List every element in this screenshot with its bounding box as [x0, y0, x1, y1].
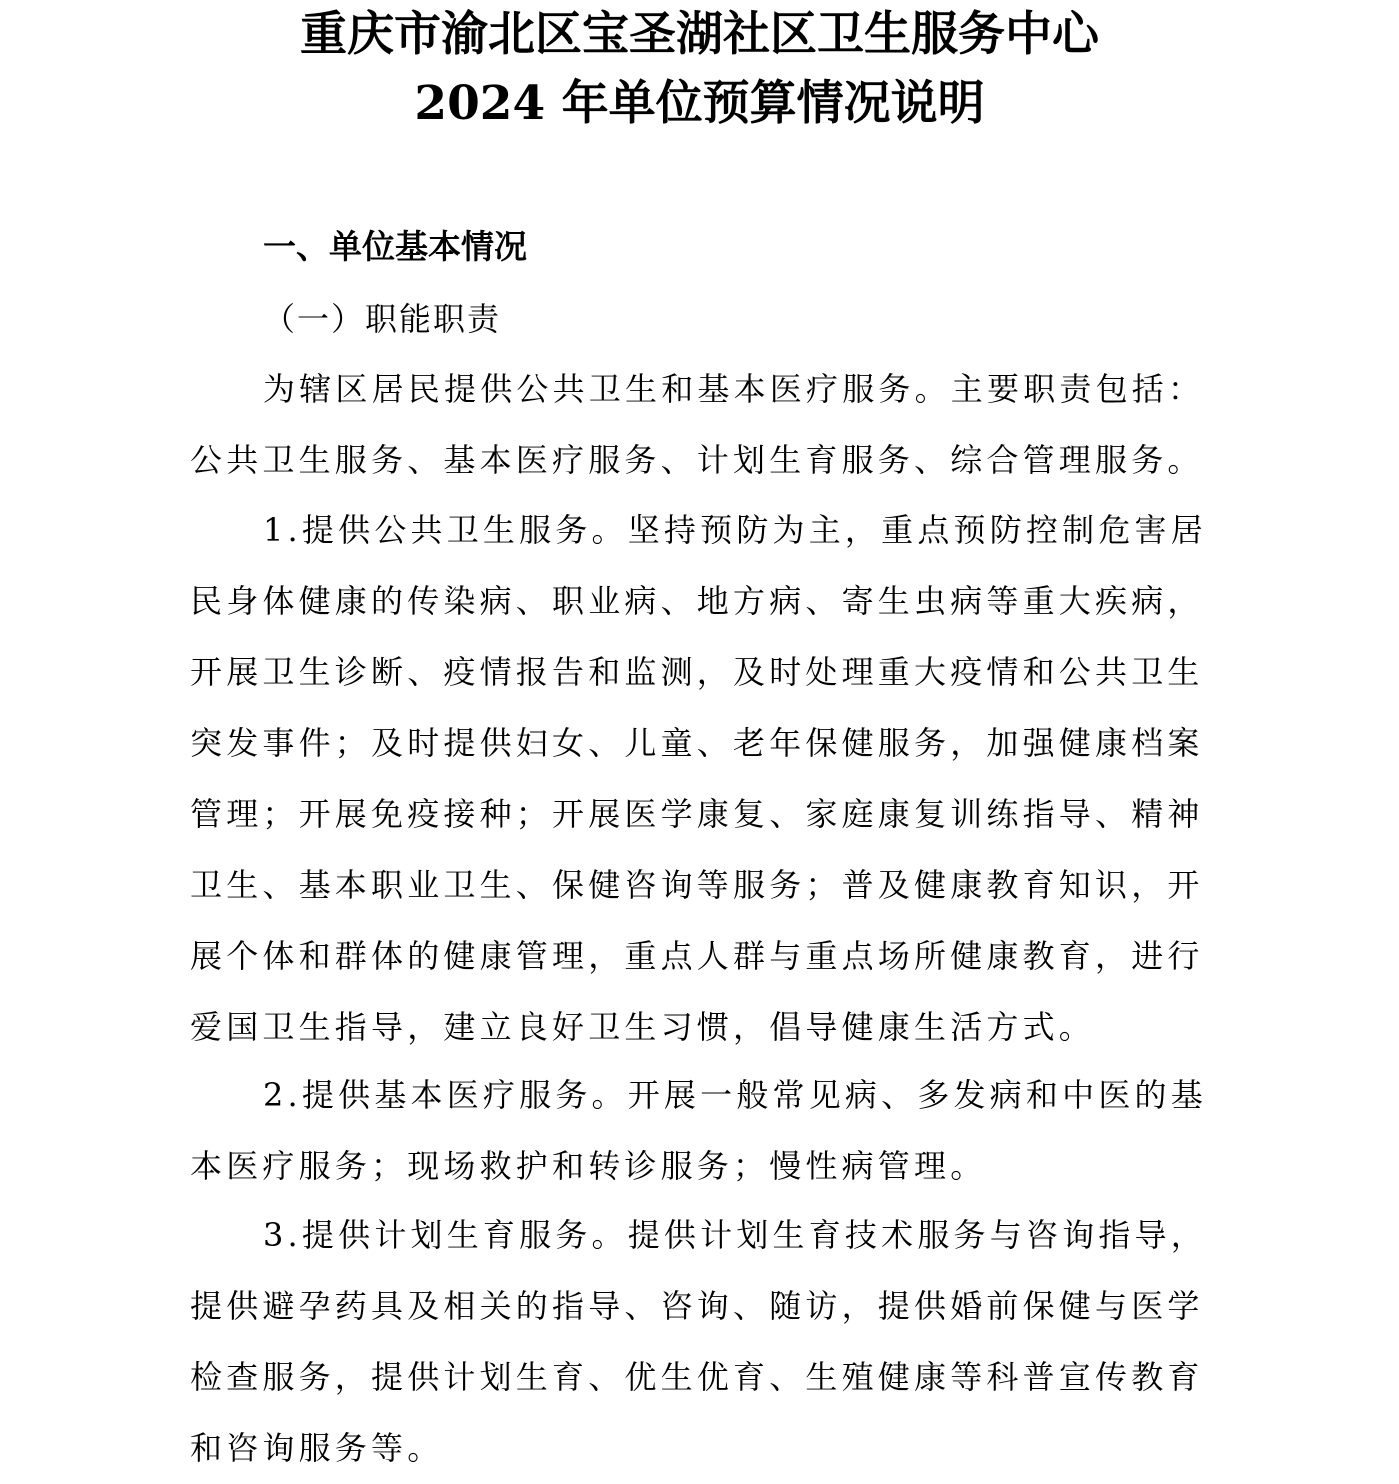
paragraph-line: 检查服务，提供计划生育、优生优育、生殖健康等科普宣传教育 — [190, 1358, 1204, 1396]
paragraph-line: 突发事件；及时提供妇女、儿童、老年保健服务，加强健康档案 — [190, 724, 1204, 762]
paragraph-line: 展个体和群体的健康管理，重点人群与重点场所健康教育，进行 — [190, 937, 1204, 975]
paragraph-line: 1.提供公共卫生服务。坚持预防为主，重点预防控制危害居 — [263, 511, 1207, 549]
document-title-line-2: 2024 年单位预算情况说明 — [414, 76, 985, 131]
paragraph-line: 爱国卫生指导，建立良好卫生习惯，倡导健康生活方式。 — [190, 1008, 1096, 1046]
paragraph-family-planning-service — [190, 1200, 1230, 1484]
paragraph-basic-medical-service — [190, 1060, 1230, 1202]
paragraph-line: 提供避孕药具及相关的指导、咨询、随访，提供婚前保健与医学 — [190, 1287, 1204, 1325]
paragraph-line: 本医疗服务；现场救护和转诊服务；慢性病管理。 — [190, 1147, 987, 1185]
paragraph-public-health-service — [190, 495, 1230, 1063]
paragraph-line: 为辖区居民提供公共卫生和基本医疗服务。主要职责包括： — [263, 370, 1205, 408]
document-title-line-1: 重庆市渝北区宝圣湖社区卫生服务中心 — [300, 7, 1099, 62]
section-heading: 一、单位基本情况 — [263, 227, 527, 266]
paragraph-duties-summary — [190, 354, 1230, 496]
paragraph-line: 民身体健康的传染病、职业病、地方病、寄生虫病等重大疾病， — [190, 582, 1204, 620]
paragraph-line: 管理；开展免疫接种；开展医学康复、家庭康复训练指导、精神 — [190, 795, 1204, 833]
paragraph-line: 开展卫生诊断、疫情报告和监测，及时处理重大疫情和公共卫生 — [190, 653, 1204, 691]
paragraph-line: 和咨询服务等。 — [190, 1429, 444, 1467]
paragraph-line: 卫生、基本职业卫生、保健咨询等服务；普及健康教育知识，开 — [190, 866, 1204, 904]
subsection-heading: （一）职能职责 — [263, 300, 502, 338]
paragraph-line: 公共卫生服务、基本医疗服务、计划生育服务、综合管理服务。 — [190, 441, 1204, 479]
paragraph-line: 3.提供计划生育服务。提供计划生育技术服务与咨询指导， — [263, 1216, 1207, 1254]
paragraph-line: 2.提供基本医疗服务。开展一般常见病、多发病和中医的基 — [263, 1076, 1207, 1114]
